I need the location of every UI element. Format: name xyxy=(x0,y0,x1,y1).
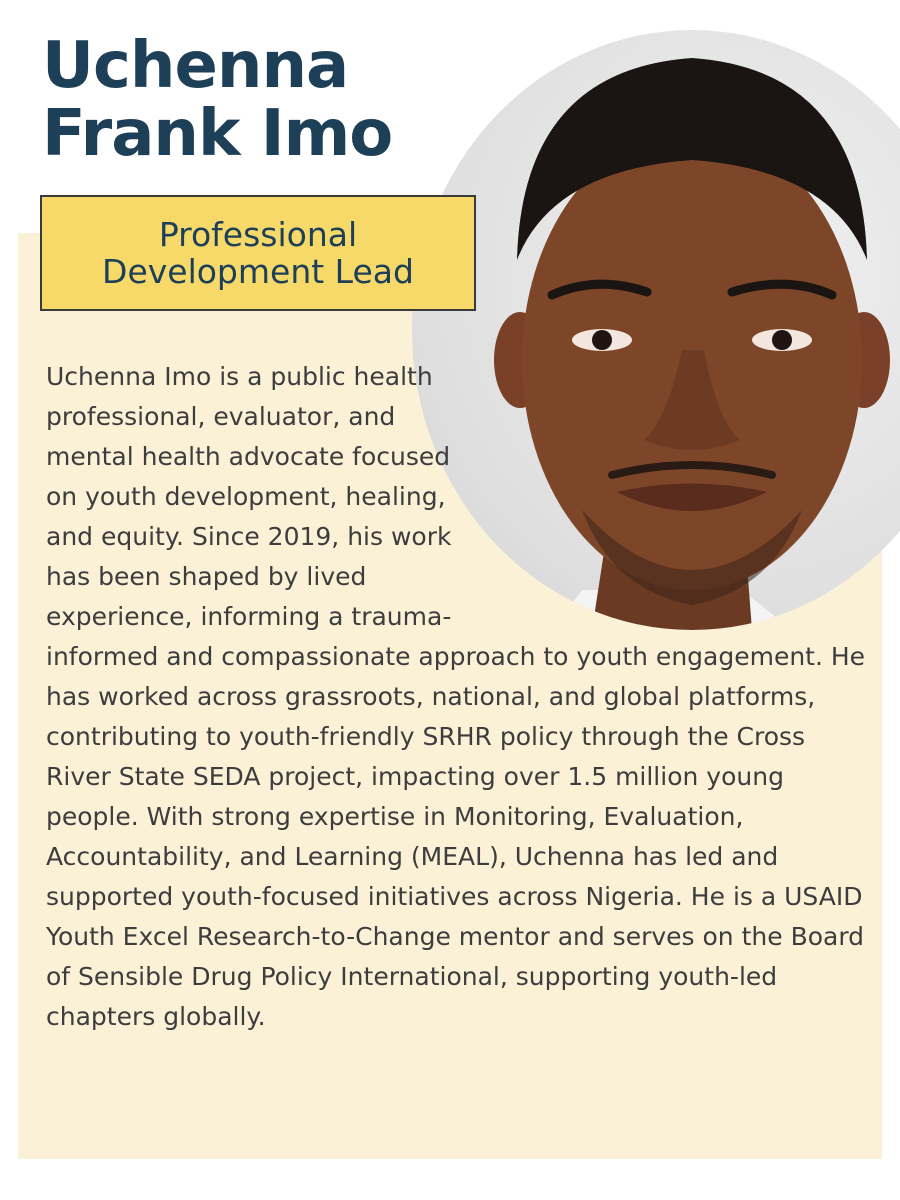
bio-section xyxy=(46,357,876,1037)
bio-text: Uchenna Imo is a public health professional, evaluator, and mental health advocate focused on youth development, healing, and equity. Since 2019, his work has been shaped by lived experience, informing a trauma-informed and compassionate approach to youth engagement. He has worked across grassroots, national, and global platforms, contributing to youth-friendly SRHR policy through the Cross River State SEDA project, impacting over 1.5 million young people. With strong expertise in Monitoring, Evaluation, Accountability, and Learning (MEAL), Uchenna has led and supported youth-focused initiatives across Nigeria. He is a USAID Youth Excel Research-to-Change mentor and serves on the Board of Sensible Drug Policy International, supporting youth-led chapters globally. xyxy=(46,362,866,1031)
name-line-2: Frank Imo xyxy=(42,97,393,171)
name-line-1: Uchenna xyxy=(42,29,349,103)
person-name xyxy=(42,29,393,171)
role-line-2: Development Lead xyxy=(102,252,414,291)
photo-text-wrap-spacer xyxy=(416,357,876,627)
role-badge xyxy=(40,195,476,311)
role-line-1: Professional xyxy=(158,215,358,254)
